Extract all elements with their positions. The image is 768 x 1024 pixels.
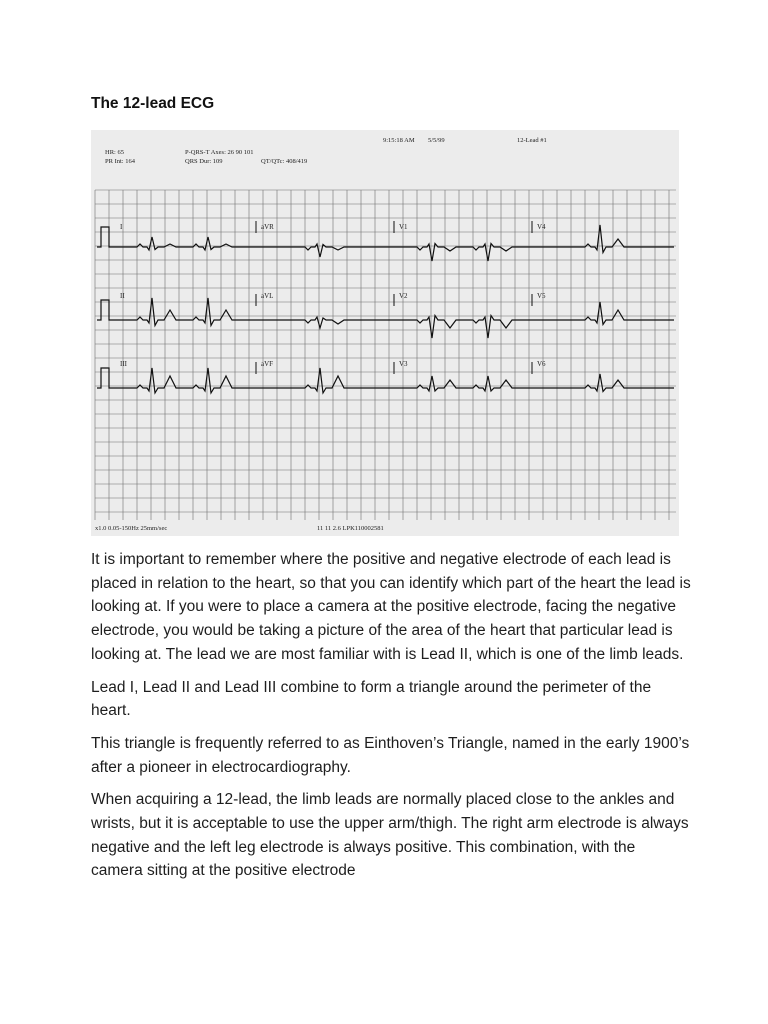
- lead-label-avl: aVL: [261, 292, 274, 300]
- lead-label-v1: V1: [399, 223, 408, 231]
- lead-label-v3: V3: [399, 360, 408, 368]
- ecg-time: 9:15:18 AM: [383, 137, 415, 144]
- ecg-footer-settings: x1.0 0.05-150Hz 25mm/sec: [95, 525, 168, 532]
- ecg-qrs-duration: QRS Dur: 109: [185, 158, 223, 165]
- lead-label-ii: II: [120, 292, 125, 300]
- lead-label-v2: V2: [399, 292, 408, 300]
- document-title: The 12-lead ECG: [91, 95, 215, 112]
- lead-label-avr: aVR: [261, 223, 274, 231]
- lead-label-v5: V5: [537, 292, 546, 300]
- ecg-chart: [91, 130, 679, 536]
- ecg-record-id: 12-Lead #1: [517, 137, 547, 144]
- lead-label-iii: III: [120, 360, 127, 368]
- paragraph: This triangle is frequently referred to as Einthoven’s Triangle, named in the early 1900’s after a pioneer in electrocardiography.: [91, 734, 690, 776]
- lead-label-i: I: [120, 223, 123, 231]
- lead-label-v4: V4: [537, 223, 546, 231]
- ecg-qt-qtc: QT/QTc: 408/419: [261, 158, 308, 165]
- paragraph: Lead I, Lead II and Lead III combine to form a triangle around the perimeter of the heart.: [91, 678, 652, 720]
- document-body: [91, 548, 691, 892]
- ecg-date: 5/5/99: [428, 137, 445, 144]
- paragraph: When acquiring a 12-lead, the limb leads are normally placed close to the ankles and wrists, but it is acceptable to use the upper arm/thigh. The right arm electrode is always negative and the left leg electrode is always positive. This combination, with the camera sitting at the positive electrode: [91, 791, 689, 880]
- lead-label-v6: V6: [537, 360, 546, 368]
- ecg-pr-interval: PR Int: 164: [105, 158, 135, 165]
- ecg-strip-image: [91, 130, 679, 536]
- paragraph: It is important to remember where the positive and negative electrode of each lead is placed in relation to the heart, so that you can identify which part of the heart the lead is looking at. If you were to place a camera at the positive electrode, facing the negative electrode, you would be taking a picture of the area of the heart that particular lead is looking at. The lead we are most familiar with is Lead II, which is one of the limb leads.: [91, 551, 691, 663]
- ecg-axes: P-QRS-T Axes: 26 90 101: [185, 149, 254, 156]
- lead-label-avf: aVF: [261, 360, 274, 368]
- ecg-heart-rate: HR: 65: [105, 149, 124, 156]
- ecg-footer-device: 11 11 2.6 LPK110002581: [317, 525, 384, 532]
